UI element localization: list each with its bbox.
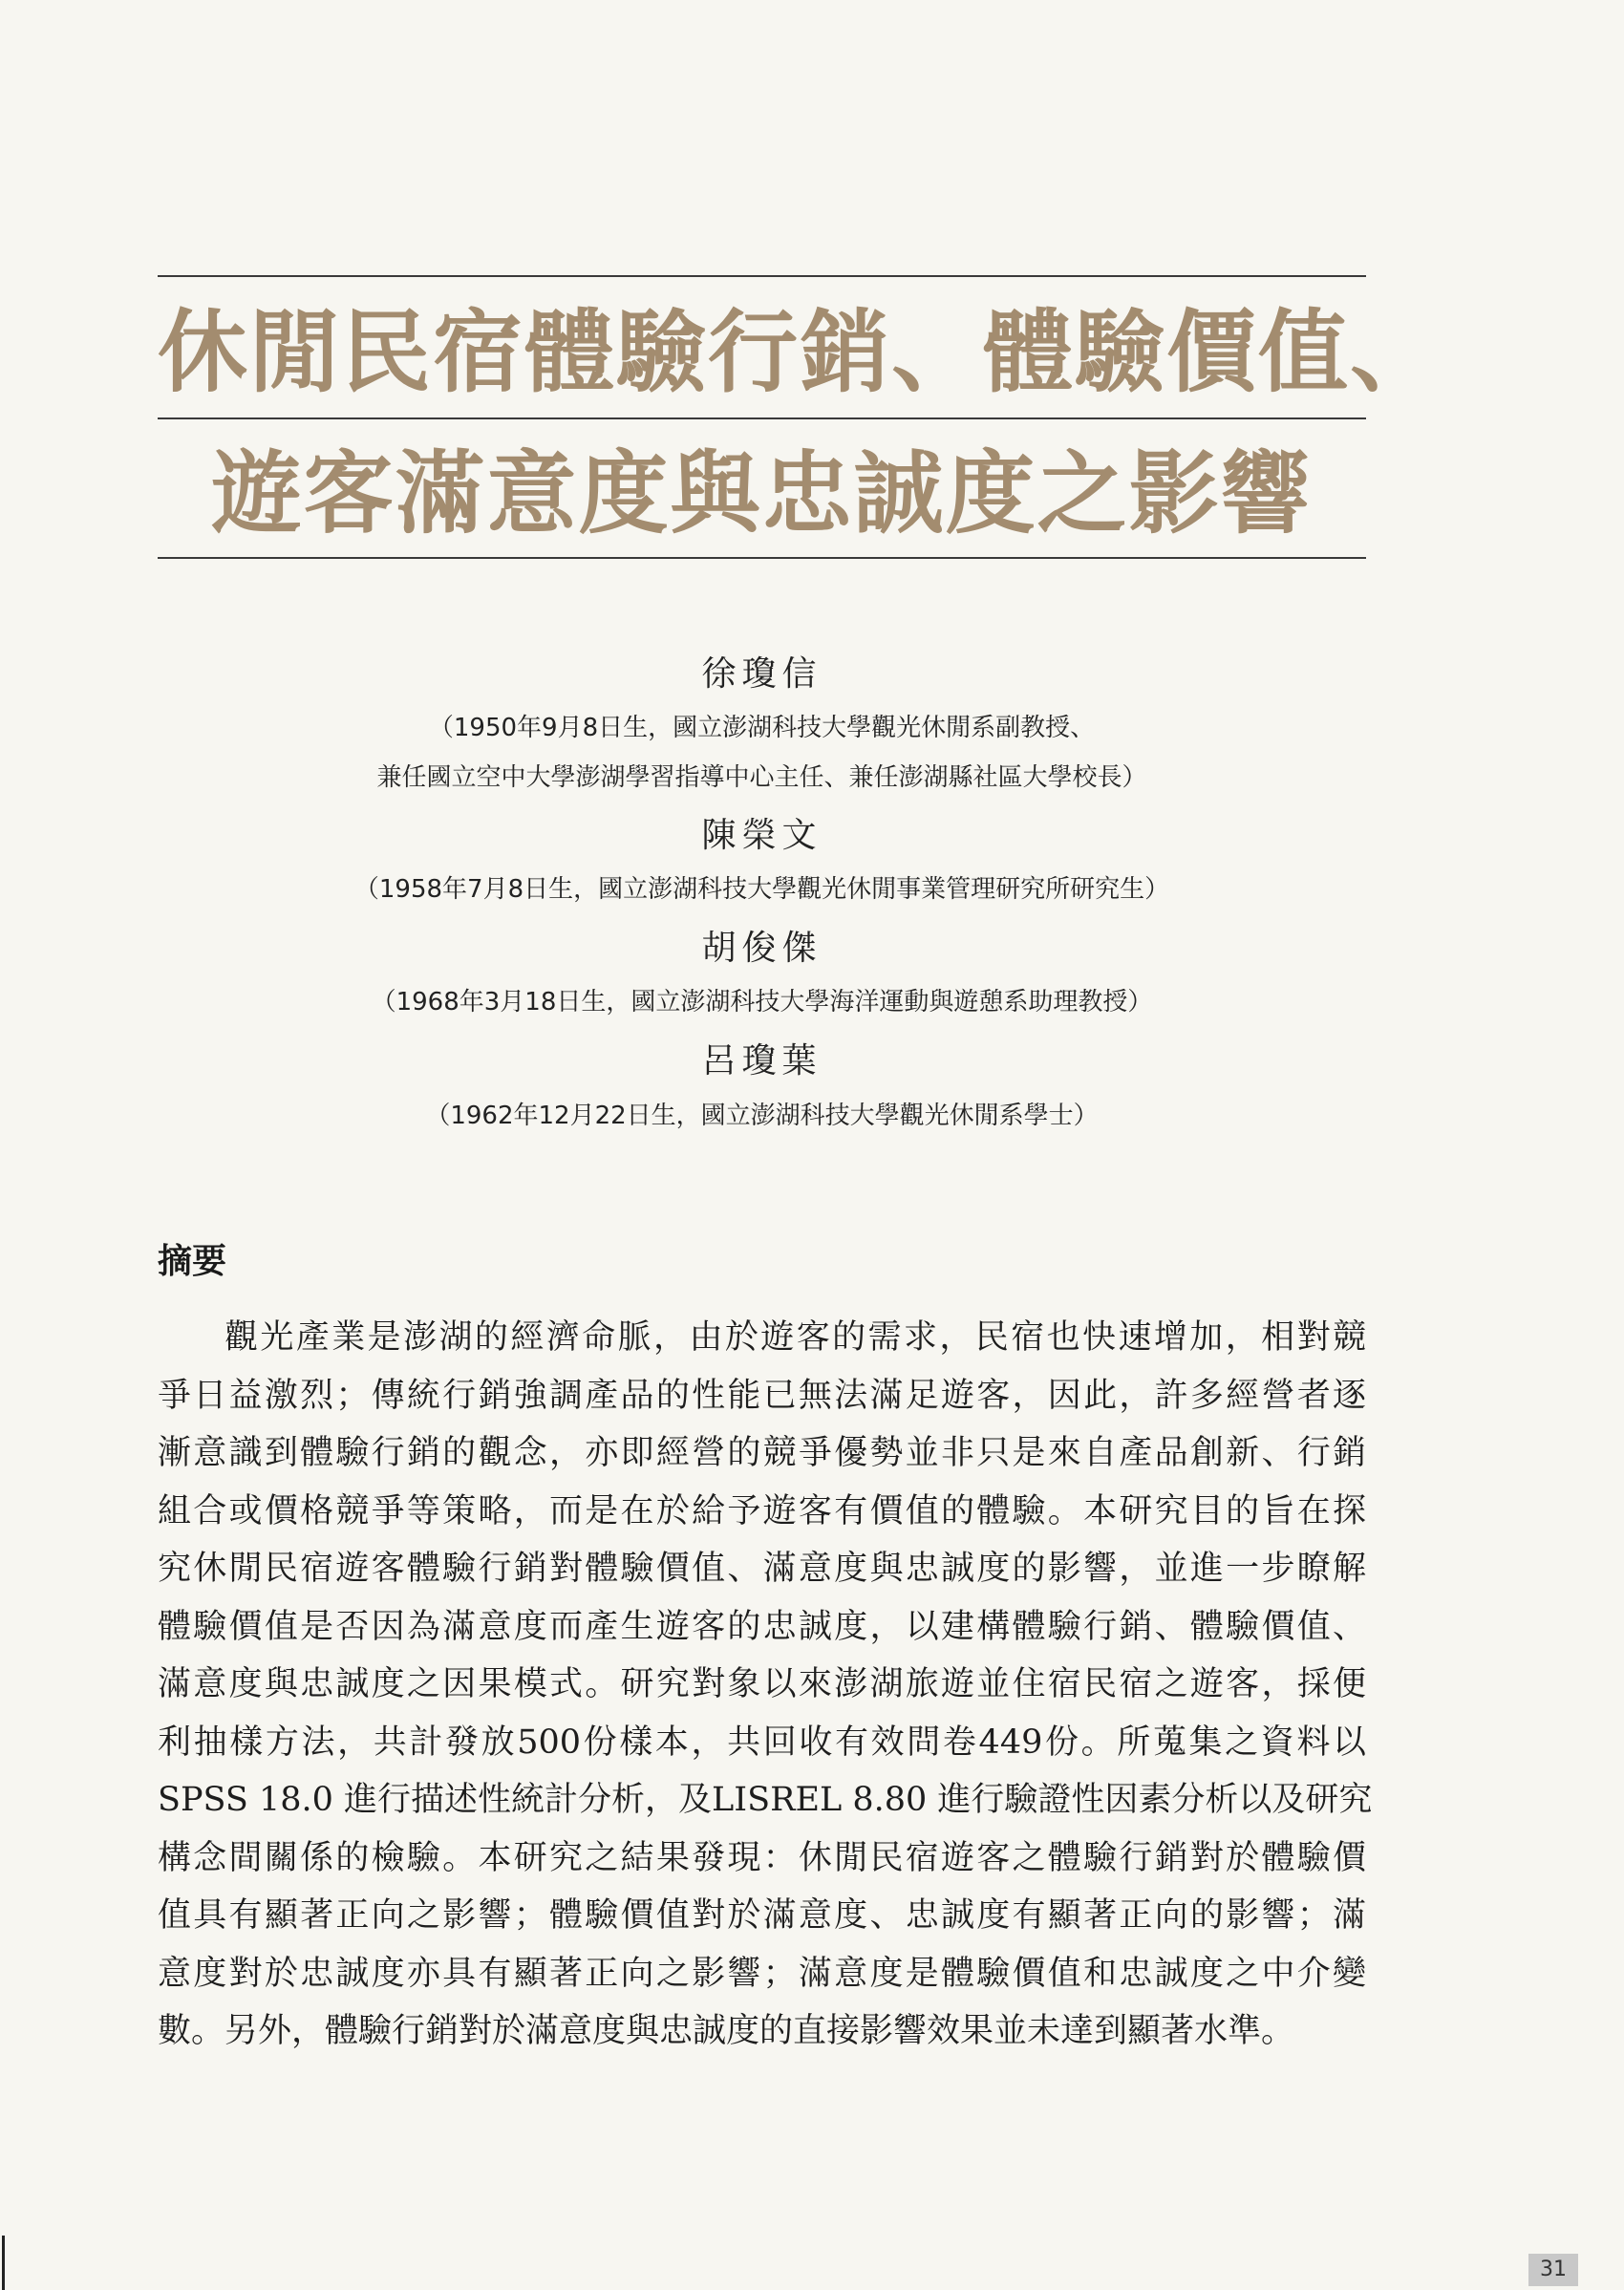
author-name: 徐瓊信 — [701, 654, 823, 694]
author-affiliation: （1958年7月8日生，國立澎湖科技大學觀光休閒事業管理研究所研究生） — [353, 875, 1170, 904]
author-name: 胡俊傑 — [701, 929, 823, 968]
abstract-line: 利抽樣方法，共計發放500份樣本，共回收有效問卷449份。所蒐集之資料以 — [158, 1723, 1366, 1762]
author-affiliation: 兼任國立空中大學澎湖學習指導中心主任、兼任澎湖縣社區大學校長） — [376, 763, 1147, 792]
abstract-line: 構念間關係的檢驗。本研究之結果發現：休閒民宿遊客之體驗行銷對於體驗價 — [158, 1838, 1366, 1877]
abstract-line: 值具有顯著正向之影響；體驗價值對於滿意度、忠誠度有顯著正向的影響；滿 — [158, 1896, 1366, 1935]
title-middle-rule — [158, 417, 1366, 419]
author-name: 呂瓊葉 — [701, 1041, 823, 1081]
abstract-line: 滿意度與忠誠度之因果模式。研究對象以來澎湖旅遊並住宿民宿之遊客，採便 — [158, 1665, 1366, 1703]
author-name: 陳榮文 — [701, 816, 823, 855]
abstract-line: 漸意識到體驗行銷的觀念，亦即經營的競爭優勢並非只是來自產品創新、行銷 — [158, 1434, 1366, 1472]
abstract-line: 究休閒民宿遊客體驗行銷對體驗價值、滿意度與忠誠度的影響，並進一步瞭解 — [158, 1550, 1366, 1588]
abstract-line: 組合或價格競爭等策略，而是在於給予遊客有價值的體驗。本研究目的旨在探 — [158, 1491, 1366, 1530]
abstract-body — [158, 1309, 1373, 2061]
author-affiliation: （1968年3月18日生，國立澎湖科技大學海洋運動與遊憩系助理教授） — [371, 988, 1153, 1017]
abstract-line: 觀光產業是澎湖的經濟命脈，由於遊客的需求，民宿也快速增加，相對競 — [224, 1318, 1366, 1357]
author-affiliation: （1962年12月22日生，國立澎湖科技大學觀光休閒系學士） — [425, 1102, 1099, 1130]
title-bottom-rule — [158, 557, 1366, 559]
article-title-line-2: 遊客滿意度與忠誠度之影響 — [211, 441, 1313, 546]
abstract-heading: 摘要 — [158, 1242, 227, 1281]
article-title-line-1: 休閒民宿體驗行銷、體驗價值、 — [158, 300, 1442, 405]
abstract-line: 數。另外，體驗行銷對於滿意度與忠誠度的直接影響效果並未達到顯著水準。 — [158, 2012, 1295, 2050]
abstract-line: SPSS 18.0 進行描述性統計分析，及LISREL 8.80 進行驗證性因素分析以及研究 — [158, 1781, 1373, 1819]
abstract-line: 意度對於忠誠度亦具有顯著正向之影響；滿意度是體驗價值和忠誠度之中介變 — [158, 1954, 1366, 1993]
page-number: 31 — [1528, 2254, 1578, 2286]
author-affiliation: （1950年9月8日生，國立澎湖科技大學觀光休閒系副教授、 — [428, 714, 1096, 742]
abstract-line: 體驗價值是否因為滿意度而產生遊客的忠誠度，以建構體驗行銷、體驗價值、 — [158, 1607, 1366, 1646]
title-top-rule — [158, 275, 1366, 277]
abstract-line: 爭日益激烈；傳統行銷強調產品的性能已無法滿足遊客，因此，許多經營者逐 — [158, 1376, 1366, 1415]
binding-edge-mark — [2, 2236, 5, 2290]
